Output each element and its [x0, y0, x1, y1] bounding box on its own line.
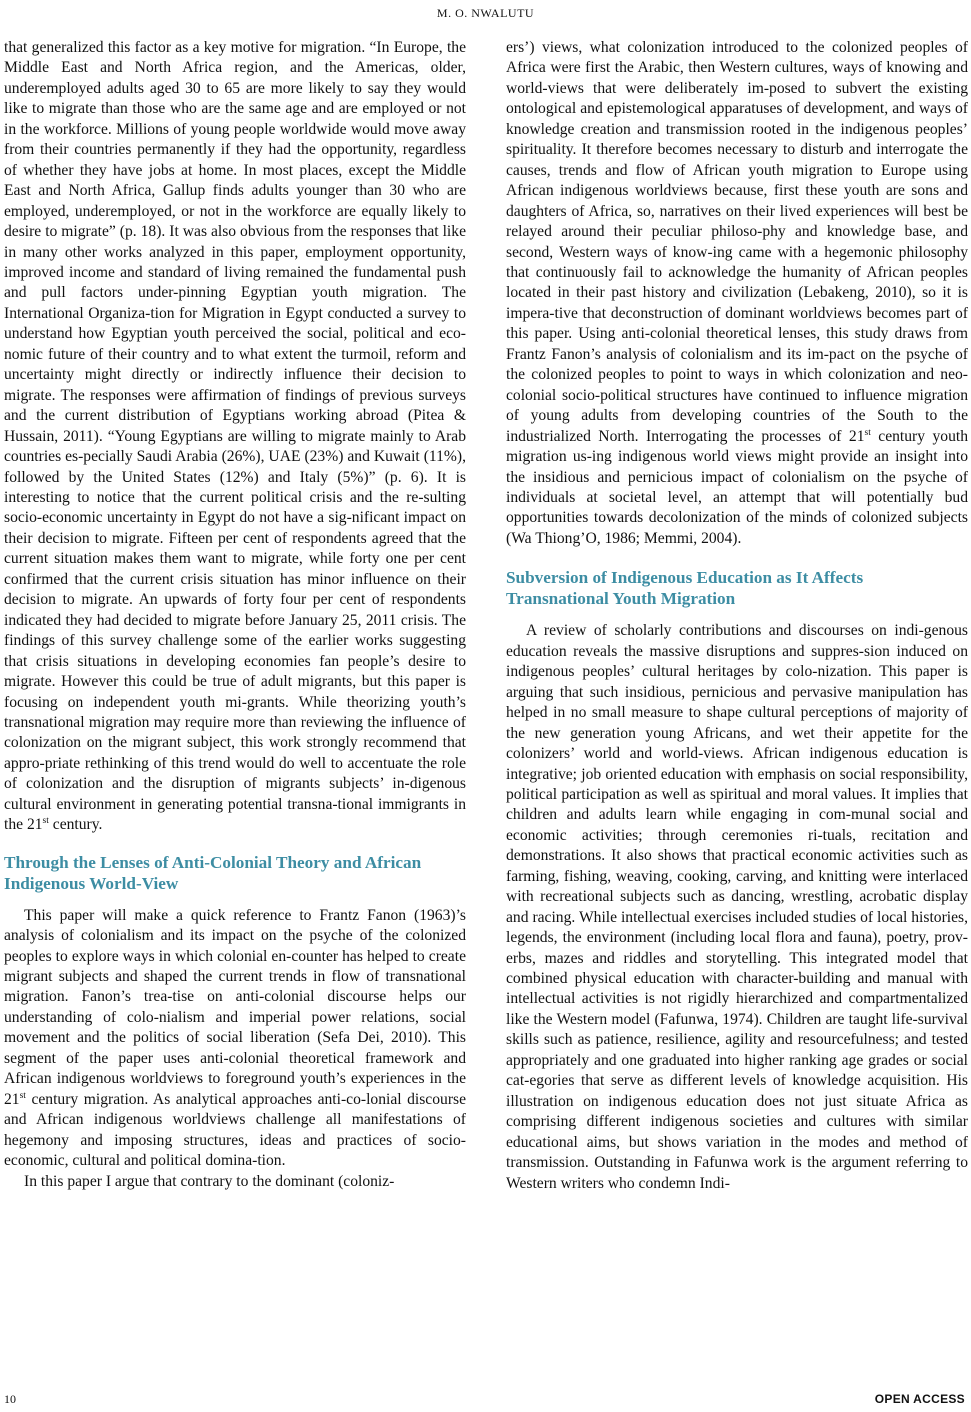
right-column	[506, 38, 968, 1194]
right-paragraph-2: A review of scholarly contributions and discourses on indi-genous education reveals the massive disruptions and suppres-sion induced on indigenous peoples’ cultural heritages by colo-nization. This paper is arguing that such insidious, pernicious and pervasive manipulation has helped in no small measure to shape cultural perceptions of majority of the new generation young Africans, and wet their appetite for the colonizers’ world and world-views. African indigenous education is integrative; job oriented education with emphasis on social responsibility, political participation as well as spiritual and moral values. It implies that children and adults learn while engaging in com-munal social and economic activities; through ceremonies ri-tuals, recitation and demonstrations. It also shows that practical economic activities such as farming, fishing, weaving, cooking, carving, and knitting were interlaced with recreational subjects such as dancing, wrestling, acrobatic display and racing. While intellectual exercises included studies of local histories, legends, the environment (including local flora and fauna), poetry, prov-erbs, mazes and riddles and storytelling. This integrated model that combined physical education with character-building and manual with intellectual activities is not rigidly hierarchized and compartmentalized like the Western model (Fafunwa, 1974). Children are taught life-survival skills such as patience, resilience, agility and resourcefulness; and tested appropriately and one graduated into higher ranking age grades or social cat-egories that serve as different levels of knowledge acquisition. His illustration on indigenous education does not just situate Africa as comprising different indigenous societies and cultures with similar educational aims, but shows variation in the modes and method of transmission. Outstanding in Fafunwa work is the argument referring to Western writers who condemn Indi-	[506, 622, 968, 1192]
section-heading-anti-colonial: Through the Lenses of Anti-Colonial Theory and African Indigenous World-View	[4, 852, 422, 893]
page-number: 10	[4, 1392, 16, 1406]
left-paragraph-2: This paper will make a quick reference to Frantz Fanon (1963)’s analysis of colonialism and its impact on the psyche of the colonized peoples to explore ways in which colonial en-counter has helped to create migrant subjects and shaped the current trends in flow of transnational migration. Fanon’s trea-tise on anti-colonial discourse helps our understanding of colo-nialism and imperial power relations, social movement and the politics of social liberation (Sefa Dei, 2010). This segment of the paper uses anti-colonial theoretical framework and African indigenous worldviews to foreground youth’s experiences in the 21st century migration. As analytical approaches anti-co-lonial discourse and African indigenous worldviews challenge all manifestations of hegemony and imposing structures, ideas and practices of socio-economic, cultural and political domina-tion.	[4, 906, 466, 1170]
running-head: M. O. NWALUTU	[436, 6, 535, 20]
left-paragraph-3: In this paper I argue that contrary to the dominant (coloniz-	[24, 1172, 395, 1190]
right-paragraph-1: ers’) views, what colonization introduced to the colonized peoples of Africa were first the Arabic, then Western cultures, ways of knowing and world-views that were deliberately im-posed to subvert the existing ontological and epistemological apparatuses of development, and ways of knowledge creation and transmission rooted in the indigenous peoples’ spirituality. It therefore becomes necessary to disturb and interrogate the causes, trends and flow of African youth migration to Europe using African indigenous worldviews because, first these youth are sons and daughters of Africa, so, narratives on their lived experiences will best be relayed around their peculiar philoso-phy and knowledge base, and second, Western ways of know-ing came with a hegemonic philosophy that continuously fail to acknowledge the humanity of African peoples located in their past history and civilization (Lebakeng, 2010), so it is impera-tive that deconstruction of dominant worldviews becomes part of this paper. Using anti-colonial theoretical lenses, this study draws from Frantz Fanon’s analysis of colonialism and its im-pact on the psyche of the colonized peoples to point to ways in which colonization and neo-colonial socio-political structures have continued to influence migration of young adults from developing countries of the South to the industrialized North. Interrogating the processes of 21st century youth migration us-ing indigenous world views might provide an insight into the insidious and pernicious impact of colonialism on the psyche of individuals at societal level, an attempt that will potentially bud opportunities towards decolonization of the minds of colonized subjects (Wa Thiong’O, 1986; Memmi, 2004).	[506, 39, 968, 547]
left-paragraph-1: that generalized this factor as a key motive for migration. “In Europe, the Middle East and North Africa region, and the Americas, older, underemployed adults aged 30 to 65 are more likely to say they would like to migrate than those who are the same age and are employed or not in the workforce. Millions of young people worldwide would move away from their countries permanently if they had the opportunity, regardless of whether they have jobs at home. In most places, except the Middle East and North Africa, Gallup finds adults younger than 30 who are employed, underemployed, or not in the workforce are equally likely to desire to migrate” (p. 18). It was also obvious from the responses that like in many other works analyzed in this paper, employment opportunity, improved income and standard of living remained the fundamental push and pull factors under-pinning Egyptian youth migration. The International Organiza-tion for Migration in Egypt conducted a survey to understand how Egyptian youth perceived the social, political and eco-nomic future of their country and to what extent the turmoil, reform and uncertainty might directly or indirectly influence their decision to migrate. The responses were affirmation of findings of previous surveys and the current distribution of Egyptians working abroad (Pitea & Hussain, 2011). “Young Egyptians are willing to migrate mainly to Arab countries es-pecially Saudi Arabia (26%), UAE (23%) and Kuwait (11%), followed by the United States (12%) and Italy (5%)” (p. 6). It is interesting to notice that the current political crisis and the re-sulting socio-economic uncertainty in Egypt do not have a sig-nificant impact on their decision to migrate. Fifteen per cent of respondents agreed that the current situation makes them want to migrate, while forty one per cent confirmed that the current crisis situation has minor influence on their decision to migrate. An upwards of forty four per cent of respondents indicated they had decided to migrate before January 25, 2011 crisis. The findings of this survey challenge some of the earlier works suggesting that crisis situations in developing economies fan people’s desire to migrate. However this could be true of adult migrants, but this paper is focusing on independent youth mi-grants. While theorizing youth’s transnational migration may require more than reviewing the influence of colonization on the migrant subject, this work strongly recommend that appro-priate rethinking of this trend would do well to accentuate the role of colonization and the disruption of migrants subjects’ in-digenous cultural environment in generating potential transna-tional immigrants in the 21st century.	[4, 39, 466, 834]
left-column	[4, 38, 466, 1192]
open-access-label: OPEN ACCESS	[874, 1392, 965, 1406]
section-heading-indigenous-education: Subversion of Indigenous Education as It Affects Transnational Youth Migration	[506, 568, 864, 609]
